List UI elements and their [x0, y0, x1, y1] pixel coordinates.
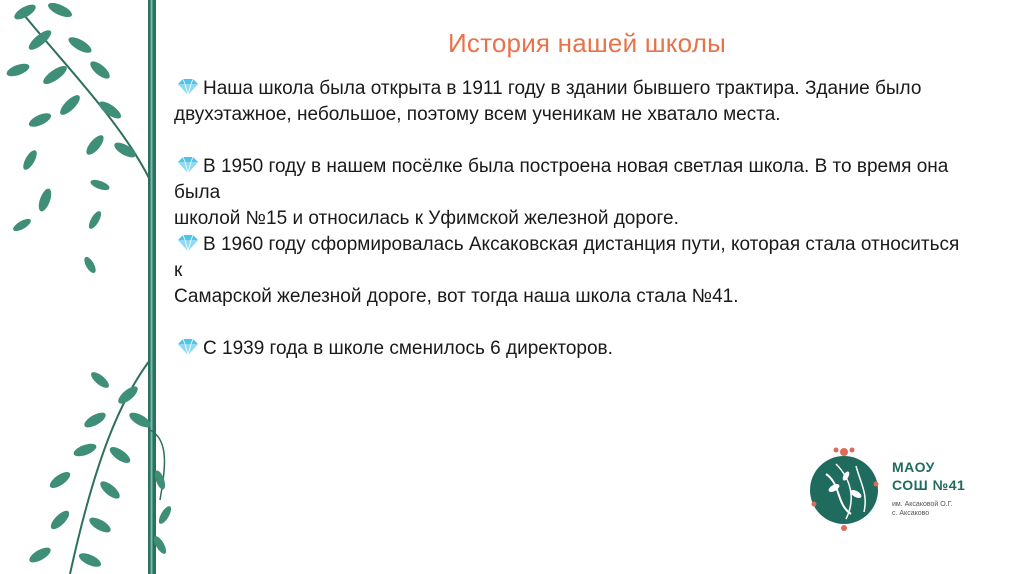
paragraph-2-line-2: школой №15 и относилась к Уфимской железной дороге. [174, 208, 679, 229]
paragraph-2-line-1: В 1950 году в нашем посёлке была построена новая светлая школа. В то время она была [174, 156, 949, 203]
paragraph-3-line-2: Самарской железной дороге, вот тогда наша школа стала №41. [174, 286, 739, 307]
logo-subtitle [892, 500, 953, 518]
paragraph-3 [174, 232, 964, 310]
logo-title-line-2: СОШ №41 [892, 477, 966, 493]
paragraph-1-line-1: Наша школа была открыта в 1911 году в здании бывшего трактира. Здание было [203, 78, 922, 99]
diamond-icon [174, 156, 202, 174]
paragraph-4 [174, 336, 964, 362]
paragraph-1-line-2: двухэтажное, небольшое, поэтому всем ученикам не хватало места. [174, 104, 781, 125]
paragraph-2 [174, 154, 964, 232]
school-logo [806, 444, 996, 534]
paragraph-3-line-1: В 1960 году сформировалась Аксаковская дистанция пути, которая стала относиться к [174, 234, 960, 281]
paragraph-4-line-1: С 1939 года в школе сменилось 6 директоров. [203, 338, 613, 359]
slide-content [174, 76, 964, 362]
leaf-vine-decoration [0, 0, 175, 574]
diamond-icon [174, 338, 202, 356]
diamond-icon [174, 78, 202, 96]
paragraph-1 [174, 76, 964, 128]
diamond-icon [174, 234, 202, 252]
logo-title-line-1: МАОУ [892, 459, 935, 475]
slide-title: История нашей школы [447, 28, 726, 58]
logo-subtitle-line-2: с. Аксаково [892, 510, 930, 517]
logo-subtitle-line-1: им. Аксаковой О.Г. [892, 501, 953, 508]
logo-emblem-icon [806, 444, 886, 532]
logo-title [892, 458, 965, 494]
